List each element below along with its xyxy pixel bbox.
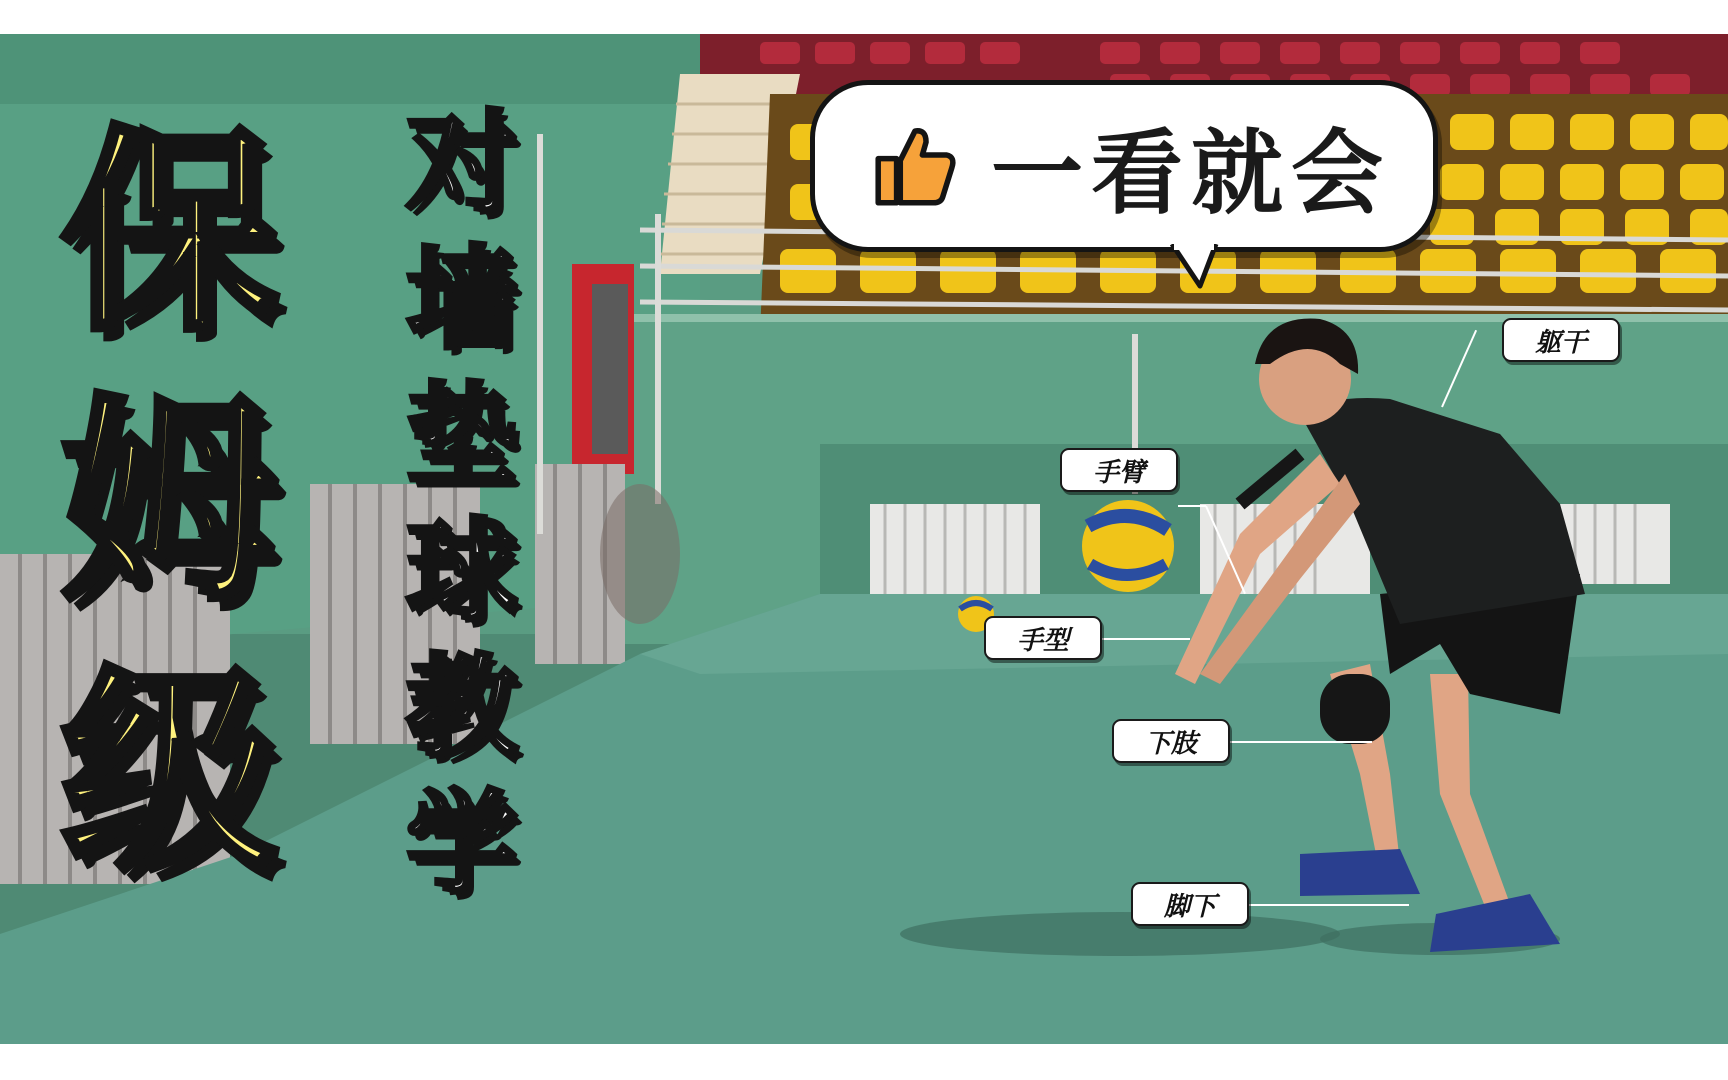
- bubble-text: 一看就会: [991, 120, 1392, 227]
- label-feet: 脚下: [1131, 882, 1249, 926]
- subtitle-char: 对: [406, 99, 518, 229]
- label-hands: 手型: [984, 616, 1102, 660]
- subtitle-char: 球: [406, 507, 518, 637]
- hands-connector-line: [1102, 638, 1190, 640]
- subtitle: [392, 96, 532, 912]
- legs-connector-line: [1230, 741, 1372, 743]
- main-title: [40, 100, 300, 910]
- subtitle-char: 教: [406, 643, 518, 773]
- feet-connector-line: [1249, 904, 1409, 906]
- speech-bubble-tail: [1168, 244, 1228, 290]
- label-legs: 下肢: [1112, 719, 1230, 763]
- arms-connector-line: [1178, 505, 1206, 507]
- subtitle-char: 垫: [406, 371, 518, 501]
- main-title-char: 级: [61, 648, 279, 901]
- speech-bubble: [810, 80, 1438, 252]
- main-title-char: 保: [61, 108, 279, 361]
- subtitle-char: 学: [406, 779, 518, 909]
- subtitle-char: 墙: [406, 235, 518, 365]
- label-arms: 手臂: [1060, 448, 1178, 492]
- thumbs-up-icon: [869, 120, 961, 212]
- label-torso: 躯干: [1502, 318, 1620, 362]
- main-title-char: 姆: [61, 378, 279, 631]
